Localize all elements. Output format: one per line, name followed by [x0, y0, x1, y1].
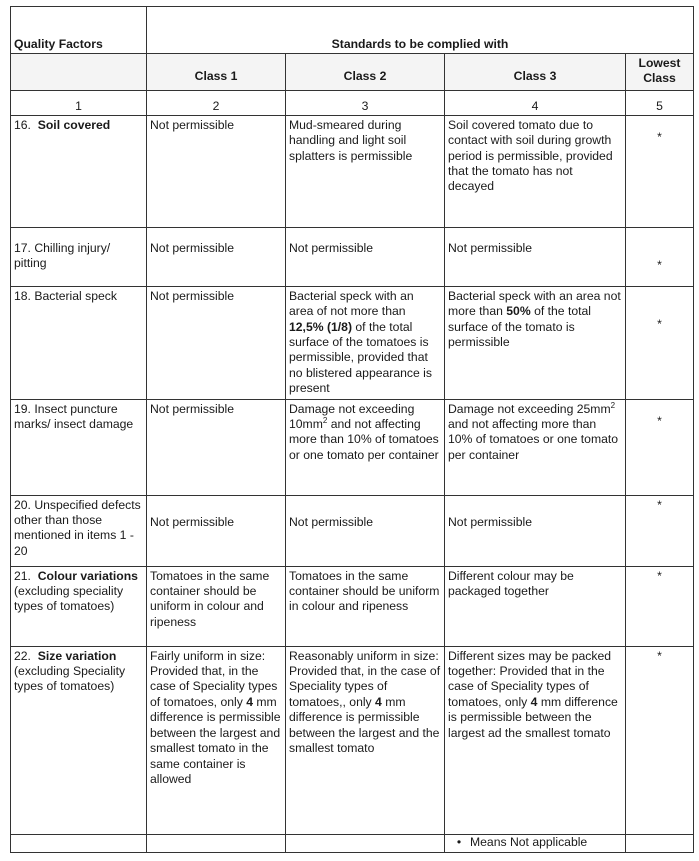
factor-cell: 18. Bacterial speck: [11, 286, 147, 399]
footnote-text: Means Not applicable: [470, 834, 588, 849]
class3-cell: [445, 399, 626, 495]
class1-cell: Not permissible: [147, 399, 286, 495]
empty-footnote-cell: [147, 834, 286, 852]
class3-text-a: Damage not exceeding 25mm: [448, 401, 611, 416]
class3-cell: Not permissible: [445, 495, 626, 566]
class3-cell: Not permissible: [445, 227, 626, 286]
factor-note: (excluding speciality types of tomatoes): [14, 584, 124, 614]
lowest-class-cell: *: [626, 566, 694, 646]
class1-header: Class 1: [147, 54, 286, 91]
table-row: [11, 566, 694, 646]
lowest-class-cell: *: [626, 115, 694, 227]
table-row: [11, 399, 694, 495]
class2-cell: Mud-smeared during handling and light soil splatters is permissible: [286, 115, 445, 227]
class1-text-bold: 4: [246, 694, 253, 709]
lowest-class-cell: *: [626, 286, 694, 399]
class3-text-c: mm difference is permissible between the largest ad the smallest tomato: [448, 694, 618, 740]
empty-header-cell: [11, 54, 147, 91]
factor-number: 16.: [14, 117, 31, 132]
class3-text-a: Different sizes may be packed together: Provided that in the case of Speciality types of tomatoes, only: [448, 648, 612, 709]
class3-header: Class 3: [445, 54, 626, 91]
class1-cell: [147, 646, 286, 834]
class2-text-c: mm difference is permissible between the largest and the smallest tomato: [289, 694, 440, 756]
factor-cell: 20. Unspecified defects other than those mentioned in items 1 - 20: [11, 495, 147, 566]
class3-text-a: Bacterial speck with an area not more than: [448, 288, 621, 319]
class3-text-c: of the total surface of the tomato is permissible: [448, 304, 591, 350]
class2-cell: Tomatoes in the same container should be uniform in colour and ripeness: [286, 566, 445, 646]
lowest-class-cell: *: [626, 399, 694, 495]
class2-text-a: Reasonably uniform in size: Provided that, in the case of Speciality types of tomatoes,, only: [289, 648, 441, 709]
class2-cell: Not permissible: [286, 495, 445, 566]
class2-text-bold: 4: [375, 694, 382, 709]
factor-name: Colour variations: [37, 568, 138, 583]
class2-cell: [286, 399, 445, 495]
table-row: [11, 286, 694, 399]
quality-factors-header: Quality Factors: [11, 7, 147, 54]
class2-text-a: Bacterial speck with an area of not more than: [289, 288, 414, 319]
class2-cell: [286, 646, 445, 834]
class3-text-bold: 4: [530, 694, 538, 709]
class1-cell: Not permissible: [147, 227, 286, 286]
class3-cell: [445, 286, 626, 399]
empty-footnote-cell: [626, 834, 694, 852]
class3-cell: Different colour may be packaged together: [445, 566, 626, 646]
quality-standards-table: [10, 6, 694, 853]
class1-cell: Not permissible: [147, 115, 286, 227]
factor-cell: 19. Insect puncture marks/ insect damage: [11, 399, 147, 495]
class2-text-b: and not affecting more than 10% of tomatoes or one tomato per container: [289, 417, 439, 462]
class3-text-bold: 50%: [506, 304, 531, 319]
class1-text-c: mm difference is permissible between the largest and smallest tomato in the same container is allowed: [150, 694, 281, 786]
col-number-5: 5: [626, 90, 694, 115]
class2-text-bold: 12,5% (1/8): [289, 319, 353, 334]
lowest-class-cell: *: [626, 495, 694, 566]
factor-cell: [11, 115, 147, 227]
class2-text-c: of the total surface of the tomatoes is permissible, provided that no blistered appearance is present: [289, 319, 432, 396]
class2-header: Class 2: [286, 54, 445, 91]
factor-number: 22.: [14, 648, 31, 663]
footnote-cell: [445, 834, 626, 852]
footnote-row: [11, 834, 694, 852]
class1-cell: Not permissible: [147, 495, 286, 566]
class3-cell: Soil covered tomato due to contact with soil during growth period is permissible, provided that the tomato has not decayed: [445, 115, 626, 227]
header-row-classes: [11, 54, 694, 91]
superscript: 2: [322, 416, 328, 425]
class2-cell: Not permissible: [286, 227, 445, 286]
class2-text-a: Damage not exceeding 10mm: [289, 401, 415, 432]
class3-text-b: and not affecting more than 10% of tomatoes or one tomato per container: [448, 417, 619, 462]
col-number-2: 2: [147, 90, 286, 115]
lowest-class-cell: *: [626, 646, 694, 834]
column-number-row: [11, 90, 694, 115]
col-number-4: 4: [445, 90, 626, 115]
table-row: [11, 227, 694, 286]
class1-cell: Not permissible: [147, 286, 286, 399]
table-row: [11, 115, 694, 227]
empty-footnote-cell: [286, 834, 445, 852]
factor-name: Soil covered: [37, 117, 111, 132]
factor-cell: [11, 646, 147, 834]
lowest-class-cell: *: [626, 227, 694, 286]
factor-name: Size variation: [37, 648, 117, 663]
factor-cell: 17. Chilling injury/ pitting: [11, 227, 147, 286]
col-number-3: 3: [286, 90, 445, 115]
lowest-class-header: Lowest Class: [626, 54, 694, 91]
table-row: [11, 646, 694, 834]
class1-cell: Tomatoes in the same container should be uniform in colour and ripeness: [147, 566, 286, 646]
standards-header: Standards to be complied with: [147, 7, 694, 54]
empty-footnote-cell: [11, 834, 147, 852]
class1-text-a: Fairly uniform in size: Provided that, in the case of Speciality types of tomatoes, only: [150, 648, 278, 709]
factor-cell: [11, 566, 147, 646]
class2-cell: [286, 286, 445, 399]
factor-note: (excluding Speciality types of tomatoes): [14, 664, 126, 694]
class3-cell: [445, 646, 626, 834]
header-row-title: [11, 7, 694, 54]
factor-number: 21.: [14, 568, 31, 583]
col-number-1: 1: [11, 90, 147, 115]
table-row: [11, 495, 694, 566]
superscript: 2: [610, 400, 616, 410]
bullet-icon: •: [456, 834, 462, 849]
